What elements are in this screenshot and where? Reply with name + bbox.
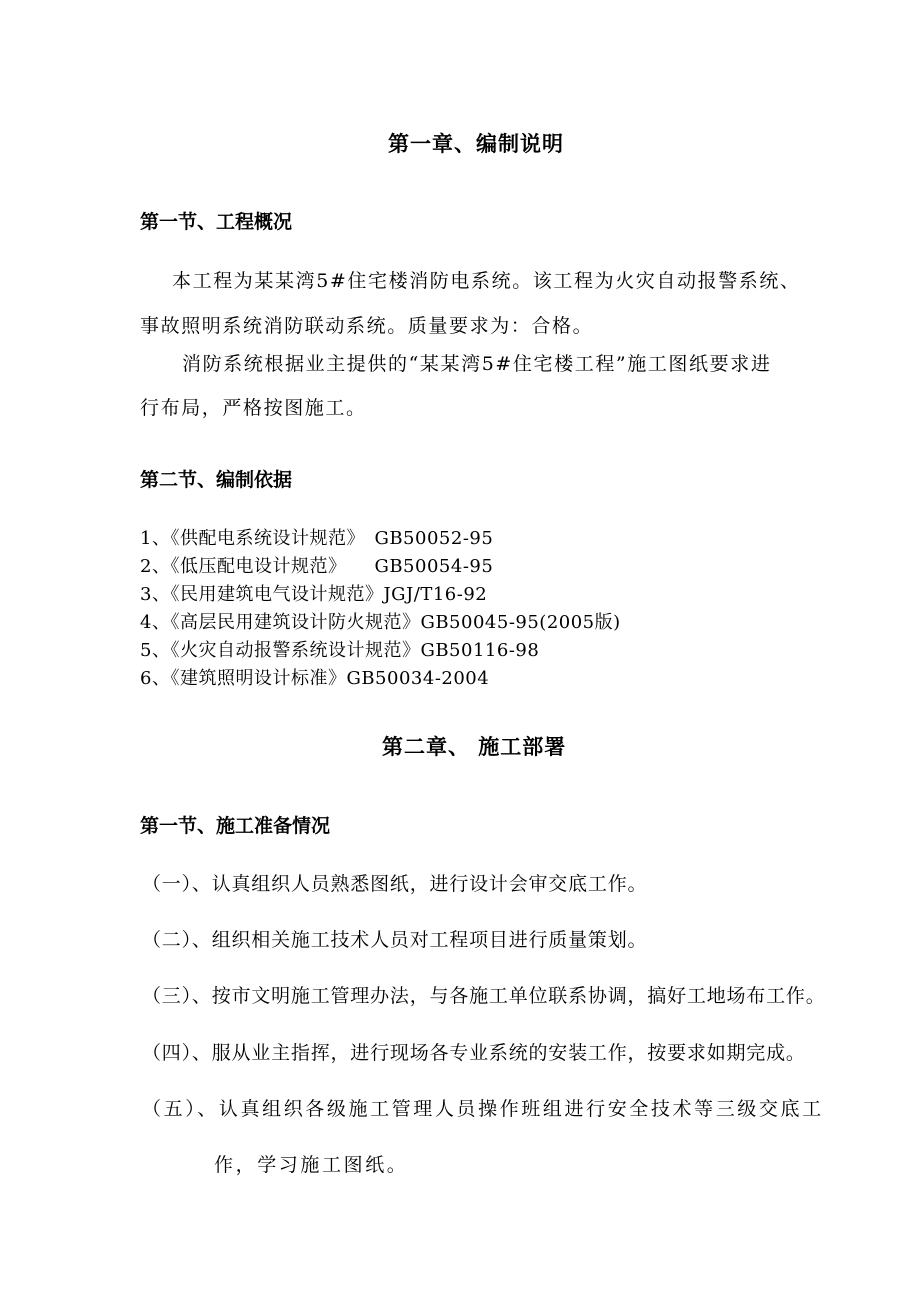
reference-item: 5、《火灾自动报警系统设计规范》GB50116-98 [140, 640, 540, 661]
overview-para1-line1: 本工程为某某湾5#住宅楼消防电系统。该工程为火灾自动报警系统、 [172, 270, 801, 292]
preparation-item: （二）、组织相关施工技术人员对工程项目进行质量策划。 [142, 929, 648, 951]
reference-item: 2、《低压配电设计规范》 GB50054-95 [140, 556, 494, 577]
preparation-item: （三）、按市文明施工管理办法，与各施工单位联系协调，搞好工地场布工作。 [142, 985, 826, 1007]
chapter1-title: 第一章、编制说明 [388, 131, 564, 156]
reference-item: 3、《民用建筑电气设计规范》JGJ/T16-92 [140, 584, 488, 605]
preparation-item: （五）、认真组织各级施工管理人员操作班组进行安全技术等三级交底工 [142, 1098, 824, 1120]
overview-para1-line2: 事故照明系统消防联动系统。质量要求为：合格。 [140, 315, 594, 337]
chapter2-title: 第二章、 施工部署 [382, 734, 567, 759]
section-overview-title: 第一节、工程概况 [140, 211, 293, 233]
overview-para2-line1: 消防系统根据业主提供的“某某湾5#住宅楼工程”施工图纸要求进 [182, 353, 772, 375]
section-basis-title: 第二节、编制依据 [140, 469, 293, 491]
preparation-item: （四）、服从业主指挥，进行现场各专业系统的安装工作，按要求如期完成。 [142, 1042, 806, 1064]
reference-item: 4、《高层民用建筑设计防火规范》GB50045-95(2005版) [140, 612, 621, 633]
preparation-item-continuation: 作，学习施工图纸。 [214, 1154, 409, 1176]
overview-para2-line2: 行布局，严格按图施工。 [140, 397, 367, 419]
reference-item: 6、《建筑照明设计标准》GB50034-2004 [140, 668, 490, 689]
section-preparation-title: 第一节、施工准备情况 [140, 815, 331, 837]
preparation-item: （一）、认真组织人员熟悉图纸，进行设计会审交底工作。 [142, 873, 648, 895]
reference-item: 1、《供配电系统设计规范》 GB50052-95 [140, 528, 494, 549]
